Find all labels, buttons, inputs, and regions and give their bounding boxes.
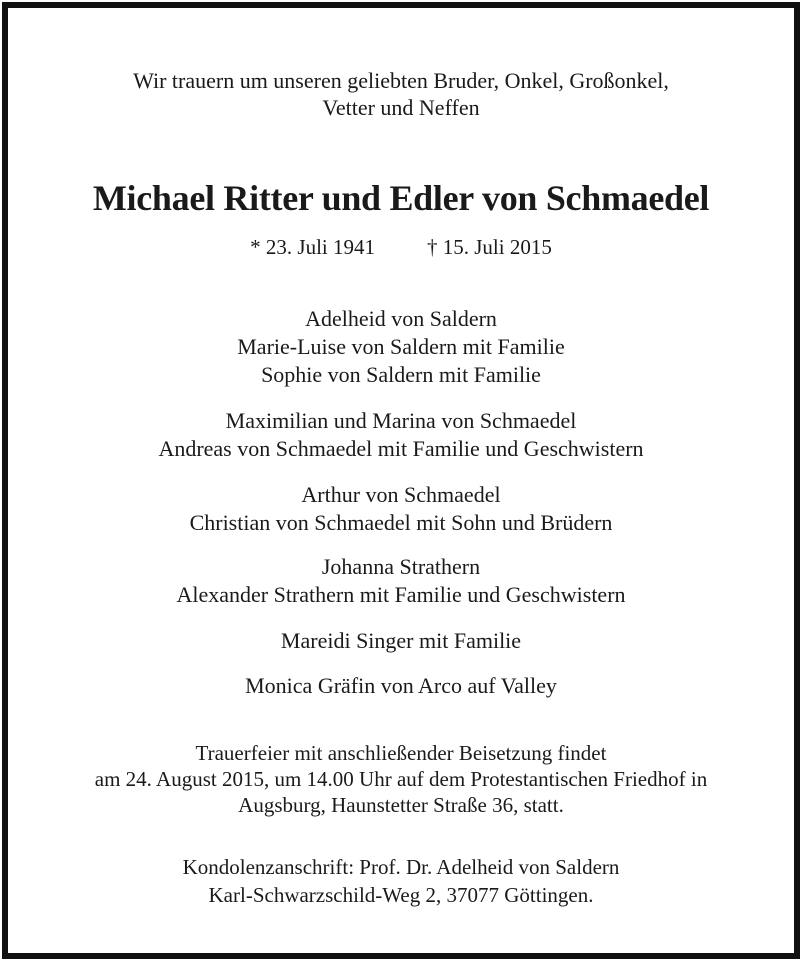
mourner-line: Marie-Luise von Saldern mit Familie (237, 334, 565, 359)
mourner-line: Christian von Schmaedel mit Sohn und Brüdern (189, 510, 613, 535)
mourner-line: Adelheid von Saldern (305, 306, 497, 331)
life-dates (8, 234, 794, 260)
deceased-name: Michael Ritter und Edler von Schmaedel (92, 178, 710, 218)
mourner-line: Sophie von Saldern mit Familie (261, 362, 541, 387)
funeral-line-3: Augsburg, Haunstetter Straße 36, statt. (238, 793, 564, 817)
mourner-line: Monica Gräfin von Arco auf Valley (245, 673, 557, 698)
intro-line-2: Vetter und Neffen (322, 95, 480, 120)
mourner-line: Maximilian und Marina von Schmaedel (225, 408, 577, 433)
funeral-line-2: am 24. August 2015, um 14.00 Uhr auf dem Protestantischen Friedhof in (94, 767, 708, 791)
death-date: † 15. Juli 2015 (427, 235, 552, 259)
obituary-frame (2, 2, 800, 959)
mourner-line: Alexander Strathern mit Familie und Geschwistern (176, 582, 626, 607)
mourner-line: Andreas von Schmaedel mit Familie und Geschwistern (158, 436, 644, 461)
mourner-line: Johanna Strathern (321, 554, 481, 579)
mourner-line: Mareidi Singer mit Familie (280, 628, 522, 653)
funeral-line-1: Trauerfeier mit anschließender Beisetzung findet (195, 741, 607, 765)
birth-date: * 23. Juli 1941 (250, 235, 375, 259)
mourner-line: Arthur von Schmaedel (301, 482, 501, 507)
condolence-line-2: Karl-Schwarzschild-Weg 2, 37077 Göttingen. (208, 883, 594, 907)
intro-line-1: Wir trauern um unseren geliebten Bruder, Onkel, Großonkel, (133, 68, 669, 93)
condolence-line-1: Kondolenzanschrift: Prof. Dr. Adelheid von Saldern (182, 855, 620, 879)
